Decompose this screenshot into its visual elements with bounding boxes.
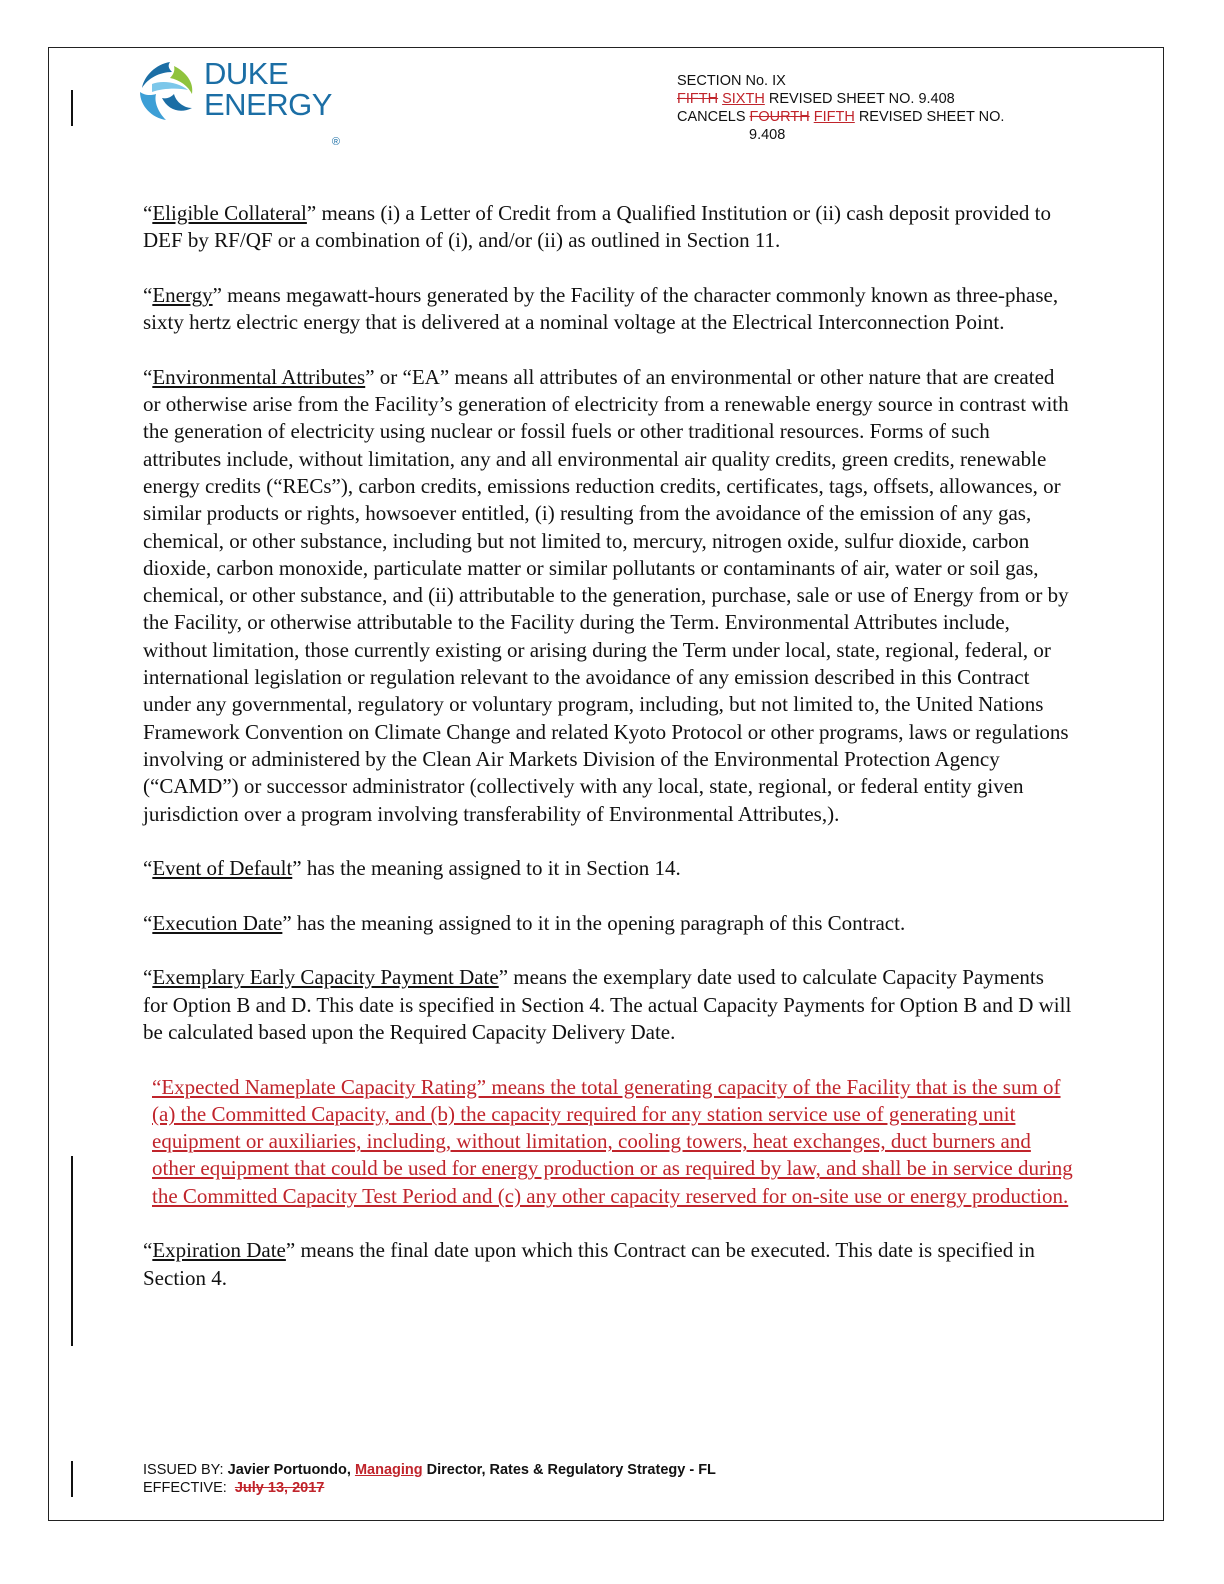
quote-open: “ (143, 910, 153, 935)
definition-text: ” means the exemplary date used to calculate Capacity Payments for Option B and D. This date is specified in Section 4. The actual Capacity Payments for Option B and D will be calculated based upon the Required Capacity Delivery Date. (143, 965, 1072, 1044)
definition-execution-date (143, 910, 1073, 937)
issued-by-inserted-word: Managing (354, 1462, 423, 1478)
issued-by-title: Director, Rates & Regulatory Strategy - FL (426, 1462, 716, 1478)
definition-energy (143, 282, 1073, 337)
section-number: SECTION No. IX (677, 73, 786, 89)
sheet-line (677, 90, 1004, 108)
definition-environmental-attributes (143, 364, 1073, 828)
cancels-deleted-ordinal: FOURTH (749, 109, 810, 125)
definition-text: ” has the meaning assigned to it in Section 14. (292, 856, 681, 881)
quote-open: “ (143, 201, 153, 225)
defined-term: Energy (152, 282, 213, 307)
cancels-inserted-ordinal: FIFTH (813, 109, 855, 125)
change-bar-header (71, 90, 73, 126)
duke-energy-logo (134, 56, 354, 148)
definition-expiration-date (143, 1237, 1073, 1292)
issued-by-label: ISSUED BY: (143, 1462, 224, 1478)
sheet-inserted-ordinal: SIXTH (722, 91, 765, 107)
definition-text: ” means (i) a Letter of Credit from a Qualified Institution or (ii) cash deposit provided to DEF by RF/QF or a combination of (i), and/or (ii) as outlined in Section 11. (143, 201, 1051, 253)
sheet-footer (143, 1461, 716, 1497)
defined-term: Execution Date (152, 910, 283, 935)
logo-line-duke: DUKE (204, 56, 289, 91)
effective-label: EFFECTIVE: (143, 1480, 227, 1496)
definition-text: ” or “EA” means all attributes of an environmental or other nature that are created or otherwise arise from the Facility’s generation of electricity from a renewable energy source in contrast with the generation of electricity using nuclear or fossil fuels or other traditional resources. Forms of such attributes include, without limitation, any and all environmental air quality credits, green credits, renewable energy credits (“RECs”), carbon credits, emissions reduction credits, certificates, tags, offsets, allowances, or similar products or rights, howsoever entitled, (i) resulting from the avoidance of the emission of any gas, chemical, or other substance, including but not limited to, mercury, nitrogen oxide, sulfur dioxide, carbon dioxide, carbon monoxide, particulate matter or similar pollutants or contaminants of air, water or soil gas, chemical, or other substance, and (ii) attributable to the generation, purchase, sale or use of Energy from or by the Facility, or otherwise attributable to the Facility during the Term. Environmental Attributes include, without limitation, those currently existing or arising during the Term under local, state, regional, federal, or international legislation or regulation relevant to the avoidance of any emission described in this Contract under any governmental, regulatory or voluntary program, including, but not limited to, the United Nations Framework Convention on Climate Change and related Kyoto Protocol or other programs, laws or regulations involving or administered by the Clean Air Markets Division of the Environmental Protection Agency (“CAMD”) or successor administrator (collectively with any local, state, regional, or federal entity given jurisdiction over a program involving transferability of Environmental Attributes,). (143, 364, 1069, 826)
registered-mark: ® (331, 136, 340, 148)
definitions-body (143, 200, 1073, 1319)
issued-by-line (143, 1461, 716, 1479)
defined-term: Event of Default (152, 856, 293, 881)
quote-open: “ (143, 856, 153, 881)
definition-text: ” means the final date upon which this Contract can be executed. This date is specified in Section 4. (143, 1238, 1035, 1290)
definition-expected-nameplate-capacity-rating-inserted: “Expected Nameplate Capacity Rating” means the total generating capacity of the Facility that is the sum of (a) the Committed Capacity, and (b) the capacity required for any station service use of generating unit equipment or auxiliaries, including, without limitation, cooling towers, heat exchanges, duct burners and other equipment that could be used for energy production or as required by law, and shall be in service during the Committed Capacity Test Period and (c) any other capacity reserved for on-site use or energy production. (152, 1074, 1073, 1208)
definition-text: ” has the meaning assigned to it in the opening paragraph of this Contract. (282, 910, 906, 935)
effective-line (143, 1479, 716, 1497)
logo-line-energy: ENERGY (204, 87, 332, 122)
effective-deleted-date: July 13, 2017 (234, 1480, 325, 1496)
definition-eligible-collateral (143, 200, 1073, 255)
quote-open: “ (143, 282, 153, 307)
sheet-header (677, 72, 1004, 144)
definition-text: ” means megawatt-hours generated by the Facility of the character commonly known as three-phase, sixty hertz electric energy that is delivered at a nominal voltage at the Electrical Interconnection Point. (143, 282, 1059, 335)
cancels-rest: REVISED SHEET NO. (858, 109, 1005, 125)
defined-term: Eligible Collateral (152, 201, 307, 225)
cancels-number: 9.408 (749, 127, 786, 143)
logo-wordmark (204, 56, 340, 148)
sheet-deleted-ordinal: FIFTH (677, 91, 719, 107)
cancels-line (677, 108, 1004, 126)
quote-open: “ (143, 965, 153, 990)
defined-term: Environmental Attributes (152, 364, 366, 389)
cancels-prefix: CANCELS (677, 109, 746, 125)
change-bar-footer (71, 1461, 73, 1497)
issued-by-name: Javier Portuondo, (227, 1462, 351, 1478)
duke-energy-swirl-icon (134, 58, 200, 124)
defined-term: Expiration Date (152, 1238, 286, 1263)
quote-open: “ (143, 1238, 153, 1263)
definition-exemplary-early-capacity-payment-date (143, 964, 1073, 1046)
sheet-rest: REVISED SHEET NO. 9.408 (768, 91, 955, 107)
definition-event-of-default (143, 855, 1073, 882)
defined-term: Exemplary Early Capacity Payment Date (152, 965, 499, 990)
change-bar-inserted-definition (71, 1156, 73, 1346)
quote-open: “ (143, 364, 153, 389)
